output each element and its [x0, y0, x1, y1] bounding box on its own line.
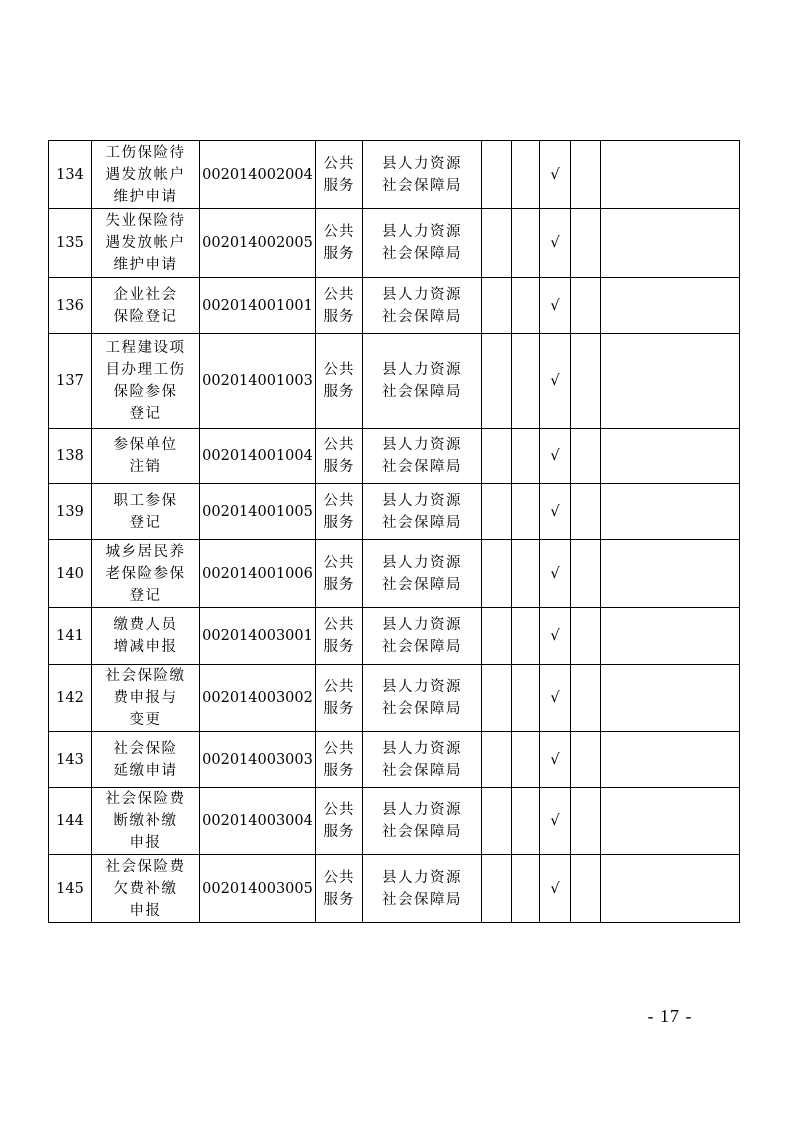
item-name-line: 社会保险: [113, 740, 178, 757]
item-code-cell: 002014001001: [200, 278, 316, 334]
item-name-line: 企业社会: [113, 286, 178, 303]
empty-cell: [482, 788, 512, 855]
empty-cell: [482, 665, 512, 732]
department-line: 县人力资源: [382, 362, 462, 378]
item-type-line: 服务: [323, 639, 355, 655]
item-name-cell: [92, 608, 200, 665]
item-code-cell: 002014001005: [200, 484, 316, 540]
department-cell: [363, 608, 482, 665]
remarks-cell: [601, 540, 740, 608]
item-name-line: 老保险参保: [105, 565, 186, 582]
item-code-cell: 002014003001: [200, 608, 316, 665]
item-name-line: 费申报与: [113, 690, 178, 706]
item-type-line: 服务: [323, 384, 355, 400]
check-mark-cell: √: [540, 788, 571, 855]
empty-cell: [482, 209, 512, 278]
check-mark-cell: √: [540, 334, 571, 429]
item-type-cell: [316, 665, 363, 732]
empty-cell: [482, 484, 512, 540]
table-row: [49, 334, 740, 429]
item-code-cell: 002014003005: [200, 855, 316, 923]
empty-cell: [512, 278, 540, 334]
remarks-cell: [601, 788, 740, 855]
remarks-cell: [601, 429, 740, 484]
empty-cell: [512, 429, 540, 484]
item-name-cell: [92, 429, 200, 484]
item-name-cell: [92, 732, 200, 788]
row-number-cell: 134: [49, 141, 92, 209]
page-number: - 17 -: [647, 1006, 693, 1026]
remarks-cell: [601, 608, 740, 665]
item-type-line: 服务: [323, 308, 355, 325]
department-cell: [363, 429, 482, 484]
department-line: 社会保障局: [382, 177, 462, 194]
item-type-cell: [316, 608, 363, 665]
item-type-cell: [316, 484, 363, 540]
remarks-cell: [601, 732, 740, 788]
table-row: [49, 141, 740, 209]
empty-cell: [512, 141, 540, 209]
item-name-line: 维护申请: [113, 188, 178, 205]
remarks-cell: [601, 209, 740, 278]
empty-cell: [482, 608, 512, 665]
empty-cell: [482, 540, 512, 608]
empty-cell: [571, 209, 601, 278]
empty-cell: [482, 732, 512, 788]
department-line: 县人力资源: [382, 869, 462, 886]
item-code-cell: 002014001004: [200, 429, 316, 484]
item-type-line: 公共: [323, 155, 355, 172]
empty-cell: [571, 334, 601, 429]
table-body: [49, 141, 740, 923]
item-type-cell: [316, 788, 363, 855]
item-name-line: 遇发放帐户: [105, 235, 186, 251]
item-name-line: 社会保险费: [105, 858, 186, 875]
item-name-line: 延缴申请: [113, 762, 178, 779]
department-line: 县人力资源: [382, 554, 462, 571]
item-name-cell: [92, 855, 200, 923]
empty-cell: [571, 484, 601, 540]
empty-cell: [571, 429, 601, 484]
item-name-line: 职工参保: [113, 492, 178, 509]
remarks-cell: [601, 334, 740, 429]
item-name-line: 城乡居民养: [105, 543, 186, 560]
item-name-line: 登记: [129, 587, 162, 604]
item-name-line: 登记: [129, 406, 162, 422]
item-type-line: 公共: [323, 437, 355, 453]
service-list-table: [48, 140, 740, 923]
item-type-line: 服务: [323, 459, 355, 475]
department-cell: [363, 732, 482, 788]
empty-cell: [512, 608, 540, 665]
empty-cell: [571, 855, 601, 923]
empty-cell: [571, 608, 601, 665]
department-line: 县人力资源: [382, 155, 462, 172]
table-row: [49, 608, 740, 665]
department-line: 县人力资源: [382, 679, 462, 695]
table-row: [49, 855, 740, 923]
table-row: [49, 732, 740, 788]
row-number-cell: 138: [49, 429, 92, 484]
item-name-line: 注销: [129, 459, 162, 475]
empty-cell: [512, 855, 540, 923]
department-line: 社会保障局: [382, 246, 462, 262]
remarks-cell: [601, 484, 740, 540]
row-number-cell: 141: [49, 608, 92, 665]
item-name-cell: [92, 540, 200, 608]
item-type-line: 公共: [323, 869, 355, 886]
item-type-cell: [316, 429, 363, 484]
department-cell: [363, 540, 482, 608]
department-cell: [363, 209, 482, 278]
table-row: [49, 665, 740, 732]
item-type-line: 服务: [323, 701, 355, 717]
item-type-line: 服务: [323, 177, 355, 194]
table-row: [49, 788, 740, 855]
department-cell: [363, 334, 482, 429]
check-mark-cell: √: [540, 484, 571, 540]
item-type-line: 服务: [323, 514, 355, 531]
department-cell: [363, 665, 482, 732]
item-type-line: 公共: [323, 492, 355, 509]
item-name-line: 失业保险待: [105, 213, 186, 229]
empty-cell: [571, 278, 601, 334]
item-name-line: 社会保险缴: [105, 668, 186, 684]
empty-cell: [571, 665, 601, 732]
department-line: 社会保障局: [382, 308, 462, 325]
row-number-cell: 136: [49, 278, 92, 334]
check-mark-cell: √: [540, 855, 571, 923]
department-line: 社会保障局: [382, 639, 462, 655]
department-line: 社会保障局: [382, 701, 462, 717]
item-type-line: 公共: [323, 740, 355, 757]
item-name-cell: [92, 141, 200, 209]
department-line: 社会保障局: [382, 514, 462, 531]
department-line: 县人力资源: [382, 492, 462, 509]
empty-cell: [482, 429, 512, 484]
item-code-cell: 002014002004: [200, 141, 316, 209]
item-type-line: 公共: [323, 617, 355, 633]
check-mark-cell: √: [540, 540, 571, 608]
table-row: [49, 540, 740, 608]
item-name-line: 保险登记: [113, 308, 178, 325]
item-code-cell: 002014003004: [200, 788, 316, 855]
item-code-cell: 002014001006: [200, 540, 316, 608]
item-name-line: 登记: [129, 514, 162, 531]
item-type-line: 服务: [323, 824, 355, 840]
item-name-line: 参保单位: [113, 437, 178, 453]
remarks-cell: [601, 855, 740, 923]
item-type-line: 服务: [323, 246, 355, 262]
department-cell: [363, 855, 482, 923]
empty-cell: [512, 209, 540, 278]
empty-cell: [512, 665, 540, 732]
empty-cell: [512, 484, 540, 540]
department-line: 县人力资源: [382, 224, 462, 240]
empty-cell: [482, 141, 512, 209]
empty-cell: [512, 732, 540, 788]
item-name-line: 遇发放帐户: [105, 166, 186, 183]
department-cell: [363, 484, 482, 540]
department-cell: [363, 141, 482, 209]
item-name-line: 断缴补缴: [113, 813, 178, 829]
item-type-line: 公共: [323, 679, 355, 695]
row-number-cell: 143: [49, 732, 92, 788]
item-type-line: 公共: [323, 224, 355, 240]
item-type-line: 服务: [323, 576, 355, 593]
department-line: 县人力资源: [382, 286, 462, 303]
department-line: 社会保障局: [382, 384, 462, 400]
item-code-cell: 002014001003: [200, 334, 316, 429]
row-number-cell: 142: [49, 665, 92, 732]
empty-cell: [482, 334, 512, 429]
remarks-cell: [601, 665, 740, 732]
department-cell: [363, 788, 482, 855]
remarks-cell: [601, 141, 740, 209]
item-name-line: 增减申报: [113, 639, 178, 655]
item-type-line: 公共: [323, 554, 355, 571]
item-name-cell: [92, 484, 200, 540]
row-number-cell: 140: [49, 540, 92, 608]
check-mark-cell: √: [540, 141, 571, 209]
item-name-line: 变更: [129, 712, 162, 728]
row-number-cell: 139: [49, 484, 92, 540]
department-line: 社会保障局: [382, 762, 462, 779]
item-name-cell: [92, 278, 200, 334]
department-line: 县人力资源: [382, 802, 462, 818]
empty-cell: [571, 540, 601, 608]
department-line: 县人力资源: [382, 617, 462, 633]
empty-cell: [571, 141, 601, 209]
item-name-cell: [92, 209, 200, 278]
item-name-line: 工程建设项: [105, 340, 186, 356]
empty-cell: [512, 334, 540, 429]
row-number-cell: 135: [49, 209, 92, 278]
item-name-line: 欠费补缴: [113, 880, 178, 897]
department-line: 县人力资源: [382, 740, 462, 757]
item-name-line: 申报: [129, 835, 162, 851]
check-mark-cell: √: [540, 732, 571, 788]
department-cell: [363, 278, 482, 334]
item-name-cell: [92, 334, 200, 429]
table-row: [49, 278, 740, 334]
empty-cell: [512, 540, 540, 608]
department-line: 县人力资源: [382, 437, 462, 453]
item-type-line: 服务: [323, 762, 355, 779]
remarks-cell: [601, 278, 740, 334]
check-mark-cell: √: [540, 608, 571, 665]
item-name-line: 目办理工伤: [105, 362, 186, 378]
item-type-line: 公共: [323, 286, 355, 303]
item-name-line: 社会保险费: [105, 791, 186, 807]
item-name-line: 维护申请: [113, 257, 178, 273]
item-type-cell: [316, 732, 363, 788]
item-name-line: 缴费人员: [113, 617, 178, 633]
item-code-cell: 002014003002: [200, 665, 316, 732]
table-row: [49, 209, 740, 278]
item-type-line: 服务: [323, 891, 355, 908]
item-code-cell: 002014003003: [200, 732, 316, 788]
item-name-line: 工伤保险待: [105, 144, 186, 161]
item-type-cell: [316, 209, 363, 278]
row-number-cell: 144: [49, 788, 92, 855]
item-name-line: 申报: [129, 902, 162, 919]
item-type-cell: [316, 141, 363, 209]
department-line: 社会保障局: [382, 824, 462, 840]
item-type-cell: [316, 278, 363, 334]
item-type-cell: [316, 855, 363, 923]
check-mark-cell: √: [540, 278, 571, 334]
check-mark-cell: √: [540, 209, 571, 278]
department-line: 社会保障局: [382, 576, 462, 593]
department-line: 社会保障局: [382, 891, 462, 908]
empty-cell: [571, 788, 601, 855]
row-number-cell: 145: [49, 855, 92, 923]
check-mark-cell: √: [540, 665, 571, 732]
item-name-cell: [92, 788, 200, 855]
empty-cell: [512, 788, 540, 855]
item-type-cell: [316, 334, 363, 429]
empty-cell: [482, 855, 512, 923]
item-type-cell: [316, 540, 363, 608]
item-name-line: 保险参保: [113, 384, 178, 400]
row-number-cell: 137: [49, 334, 92, 429]
item-name-cell: [92, 665, 200, 732]
table-row: [49, 484, 740, 540]
empty-cell: [571, 732, 601, 788]
table-row: [49, 429, 740, 484]
empty-cell: [482, 278, 512, 334]
check-mark-cell: √: [540, 429, 571, 484]
department-line: 社会保障局: [382, 459, 462, 475]
item-type-line: 公共: [323, 362, 355, 378]
item-code-cell: 002014002005: [200, 209, 316, 278]
item-type-line: 公共: [323, 802, 355, 818]
